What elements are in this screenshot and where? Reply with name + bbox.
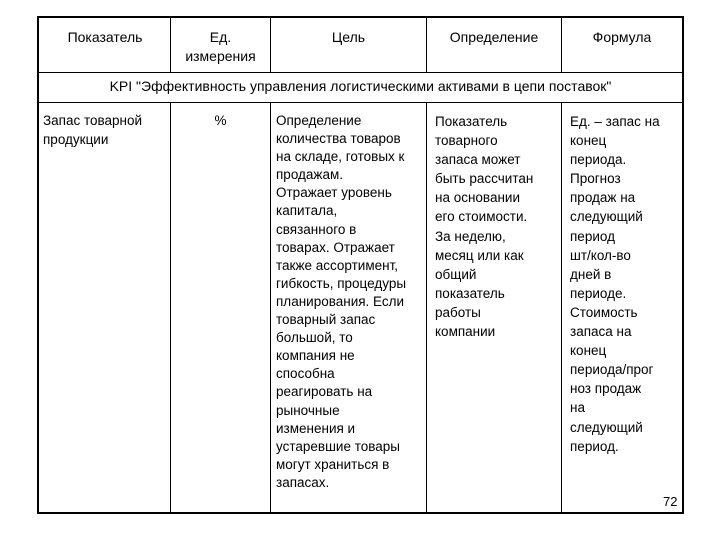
cell-goal: Определение количества товаров на складе, готовых к продажам. Отражает уровень капитала, связанного в товарах. Отражает также ассортимент, гибкость, процедуры планирования. Если товарный запас большой, то компания не способна реагировать на рыночные изменения и устаревшие товары могут храниться в запасах.: [276, 113, 407, 490]
cell-indicator: Запас товарной продукции: [43, 113, 143, 147]
kpi-title: KPI "Эффективность управления логистическими активами в цепи поставок": [109, 78, 612, 94]
body-col-divider-1: [170, 103, 171, 513]
body-col-divider-4: [561, 103, 562, 513]
header-definition: Определение: [449, 29, 539, 45]
cell-unit: %: [214, 113, 227, 128]
header-formula: Формула: [592, 29, 652, 45]
page-number: 72: [663, 494, 678, 509]
cell-definition: Показатель товарного запаса может быть рассчитан на основании его стоимости. За неделю, месяц или как общий показатель работы компании: [435, 114, 534, 340]
header-row-divider: [38, 72, 683, 73]
body-col-divider-3: [426, 103, 427, 513]
cell-formula: Ед. – запас на конец периода. Прогноз продаж на следующий период шт/кол-во дней в периоде. Стоимость запаса на конец периода/прог ноз продаж на следующий период.: [570, 114, 660, 454]
body-col-divider-2: [270, 103, 271, 513]
header-indicator: Показатель: [67, 29, 143, 45]
kpi-row-divider: [38, 102, 683, 103]
header-goal: Цель: [331, 29, 366, 45]
header-unit: Ед. измерения: [185, 29, 256, 64]
